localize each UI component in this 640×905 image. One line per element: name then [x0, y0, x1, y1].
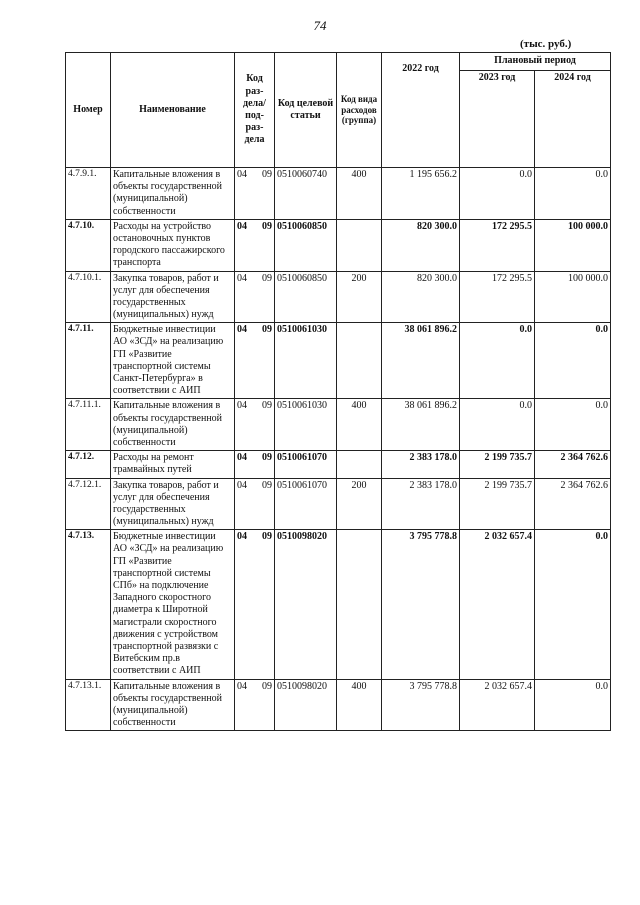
section-code: 04 — [237, 400, 247, 412]
row-value-2022: 38 061 896.2 — [382, 399, 460, 451]
row-value-2022: 38 061 896.2 — [382, 323, 460, 399]
header-row — [66, 53, 611, 71]
row-section-code — [235, 399, 275, 451]
row-value-2022: 820 300.0 — [382, 219, 460, 271]
header-2023: 2023 год — [460, 70, 535, 167]
row-number: 4.7.13. — [66, 530, 111, 679]
row-type-code: 400 — [337, 679, 382, 731]
row-section-code — [235, 478, 275, 530]
subsection-code: 09 — [262, 272, 272, 284]
subsection-code: 09 — [262, 452, 272, 464]
table-row — [66, 679, 611, 731]
section-code: 04 — [237, 169, 247, 180]
row-value-2024: 0.0 — [535, 679, 611, 731]
row-name: Бюджетные инвестиции АО «ЗСД» на реализацию ГП «Развитие транспортной системы Санкт-Петербурга» в соответствии с АИП — [111, 323, 235, 399]
section-code: 04 — [237, 220, 247, 232]
row-target-code: 0510061070 — [275, 478, 337, 530]
row-target-code: 0510098020 — [275, 530, 337, 679]
header-planned: Плановый период — [460, 53, 611, 71]
row-value-2022: 1 195 656.2 — [382, 168, 460, 220]
table-row — [66, 323, 611, 399]
subsection-code: 09 — [262, 169, 272, 180]
row-number: 4.7.10. — [66, 219, 111, 271]
row-name: Капитальные вложения в объекты государственной (муниципальной) собственности — [111, 399, 235, 451]
row-section-code — [235, 451, 275, 478]
row-value-2024: 2 364 762.6 — [535, 451, 611, 478]
row-section-code — [235, 323, 275, 399]
row-value-2023: 0.0 — [460, 399, 535, 451]
row-value-2023: 172 295.5 — [460, 219, 535, 271]
header-type: Код вида расходов (группа) — [337, 53, 382, 168]
section-code: 04 — [237, 680, 247, 692]
header-section: Код раз-дела/ под-раз-дела — [235, 53, 275, 168]
section-code: 04 — [237, 531, 247, 543]
header-name: Наименование — [111, 53, 235, 168]
row-value-2022: 2 383 178.0 — [382, 451, 460, 478]
row-type-code — [337, 323, 382, 399]
row-value-2022: 3 795 778.8 — [382, 679, 460, 731]
header-2022: 2022 год — [382, 53, 460, 168]
row-section-code — [235, 219, 275, 271]
table-row — [66, 451, 611, 478]
row-value-2024: 100 000.0 — [535, 219, 611, 271]
row-value-2024: 2 364 762.6 — [535, 478, 611, 530]
row-type-code — [337, 219, 382, 271]
section-code: 04 — [237, 452, 247, 464]
table-row — [66, 271, 611, 323]
section-code: 04 — [237, 324, 247, 336]
row-target-code: 0510060850 — [275, 271, 337, 323]
row-value-2023: 2 032 657.4 — [460, 679, 535, 731]
subsection-code: 09 — [262, 479, 272, 491]
section-code: 04 — [237, 479, 247, 491]
row-type-code: 400 — [337, 168, 382, 220]
row-section-code — [235, 168, 275, 220]
subsection-code: 09 — [262, 324, 272, 336]
row-target-code: 0510061070 — [275, 451, 337, 478]
row-value-2022: 3 795 778.8 — [382, 530, 460, 679]
row-type-code: 200 — [337, 478, 382, 530]
row-target-code: 0510061030 — [275, 323, 337, 399]
section-code: 04 — [237, 272, 247, 284]
page-number: 74 — [313, 18, 327, 33]
subsection-code: 09 — [262, 531, 272, 543]
row-name: Капитальные вложения в объекты государственной (муниципальной) собственности — [111, 168, 235, 220]
budget-table — [65, 52, 611, 731]
row-value-2024: 0.0 — [535, 323, 611, 399]
row-name: Закупка товаров, работ и услуг для обеспечения государственных (муниципальных) нужд — [111, 478, 235, 530]
table-row — [66, 168, 611, 220]
row-type-code: 200 — [337, 271, 382, 323]
row-value-2023: 2 199 735.7 — [460, 478, 535, 530]
row-target-code: 0510060740 — [275, 168, 337, 220]
row-value-2023: 2 199 735.7 — [460, 451, 535, 478]
row-name: Закупка товаров, работ и услуг для обеспечения государственных (муниципальных) нужд — [111, 271, 235, 323]
row-value-2023: 2 032 657.4 — [460, 530, 535, 679]
table-row — [66, 399, 611, 451]
row-section-code — [235, 679, 275, 731]
row-value-2022: 820 300.0 — [382, 271, 460, 323]
row-number: 4.7.12.1. — [66, 478, 111, 530]
units-label: (тыс. руб.) — [520, 38, 572, 50]
header-number: Номер — [66, 53, 111, 168]
row-name: Расходы на ремонт трамвайных путей — [111, 451, 235, 478]
row-value-2023: 0.0 — [460, 323, 535, 399]
table-row — [66, 530, 611, 679]
row-section-code — [235, 271, 275, 323]
row-number: 4.7.13.1. — [66, 679, 111, 731]
row-section-code — [235, 530, 275, 679]
row-type-code: 400 — [337, 399, 382, 451]
row-value-2022: 2 383 178.0 — [382, 478, 460, 530]
header-2024: 2024 год — [535, 70, 611, 167]
row-value-2024: 0.0 — [535, 168, 611, 220]
row-number: 4.7.12. — [66, 451, 111, 478]
row-number: 4.7.11.1. — [66, 399, 111, 451]
row-target-code: 0510060850 — [275, 219, 337, 271]
row-value-2024: 100 000.0 — [535, 271, 611, 323]
row-number: 4.7.11. — [66, 323, 111, 399]
row-name: Капитальные вложения в объекты государственной (муниципальной) собственности — [111, 679, 235, 731]
row-name: Бюджетные инвестиции АО «ЗСД» на реализацию ГП «Развитие транспортной системы СПб» на подключение Западного скоростного диаметра к Широтной магистрали скоростного движения с устройством транспортной развязки с Витебским пр.в соответствии с АИП — [111, 530, 235, 679]
row-name: Расходы на устройство остановочных пунктов городского пассажирского транспорта — [111, 219, 235, 271]
subsection-code: 09 — [262, 220, 272, 232]
subsection-code: 09 — [262, 400, 272, 412]
row-value-2024: 0.0 — [535, 399, 611, 451]
row-type-code — [337, 530, 382, 679]
row-number: 4.7.9.1. — [66, 168, 111, 220]
row-target-code: 0510098020 — [275, 679, 337, 731]
table-row — [66, 478, 611, 530]
row-type-code — [337, 451, 382, 478]
subsection-code: 09 — [262, 680, 272, 692]
table-body — [66, 168, 611, 731]
row-value-2024: 0.0 — [535, 530, 611, 679]
row-target-code: 0510061030 — [275, 399, 337, 451]
row-number: 4.7.10.1. — [66, 271, 111, 323]
row-value-2023: 0.0 — [460, 168, 535, 220]
header-target: Код целевой статьи — [275, 53, 337, 168]
row-value-2023: 172 295.5 — [460, 271, 535, 323]
table-row — [66, 219, 611, 271]
